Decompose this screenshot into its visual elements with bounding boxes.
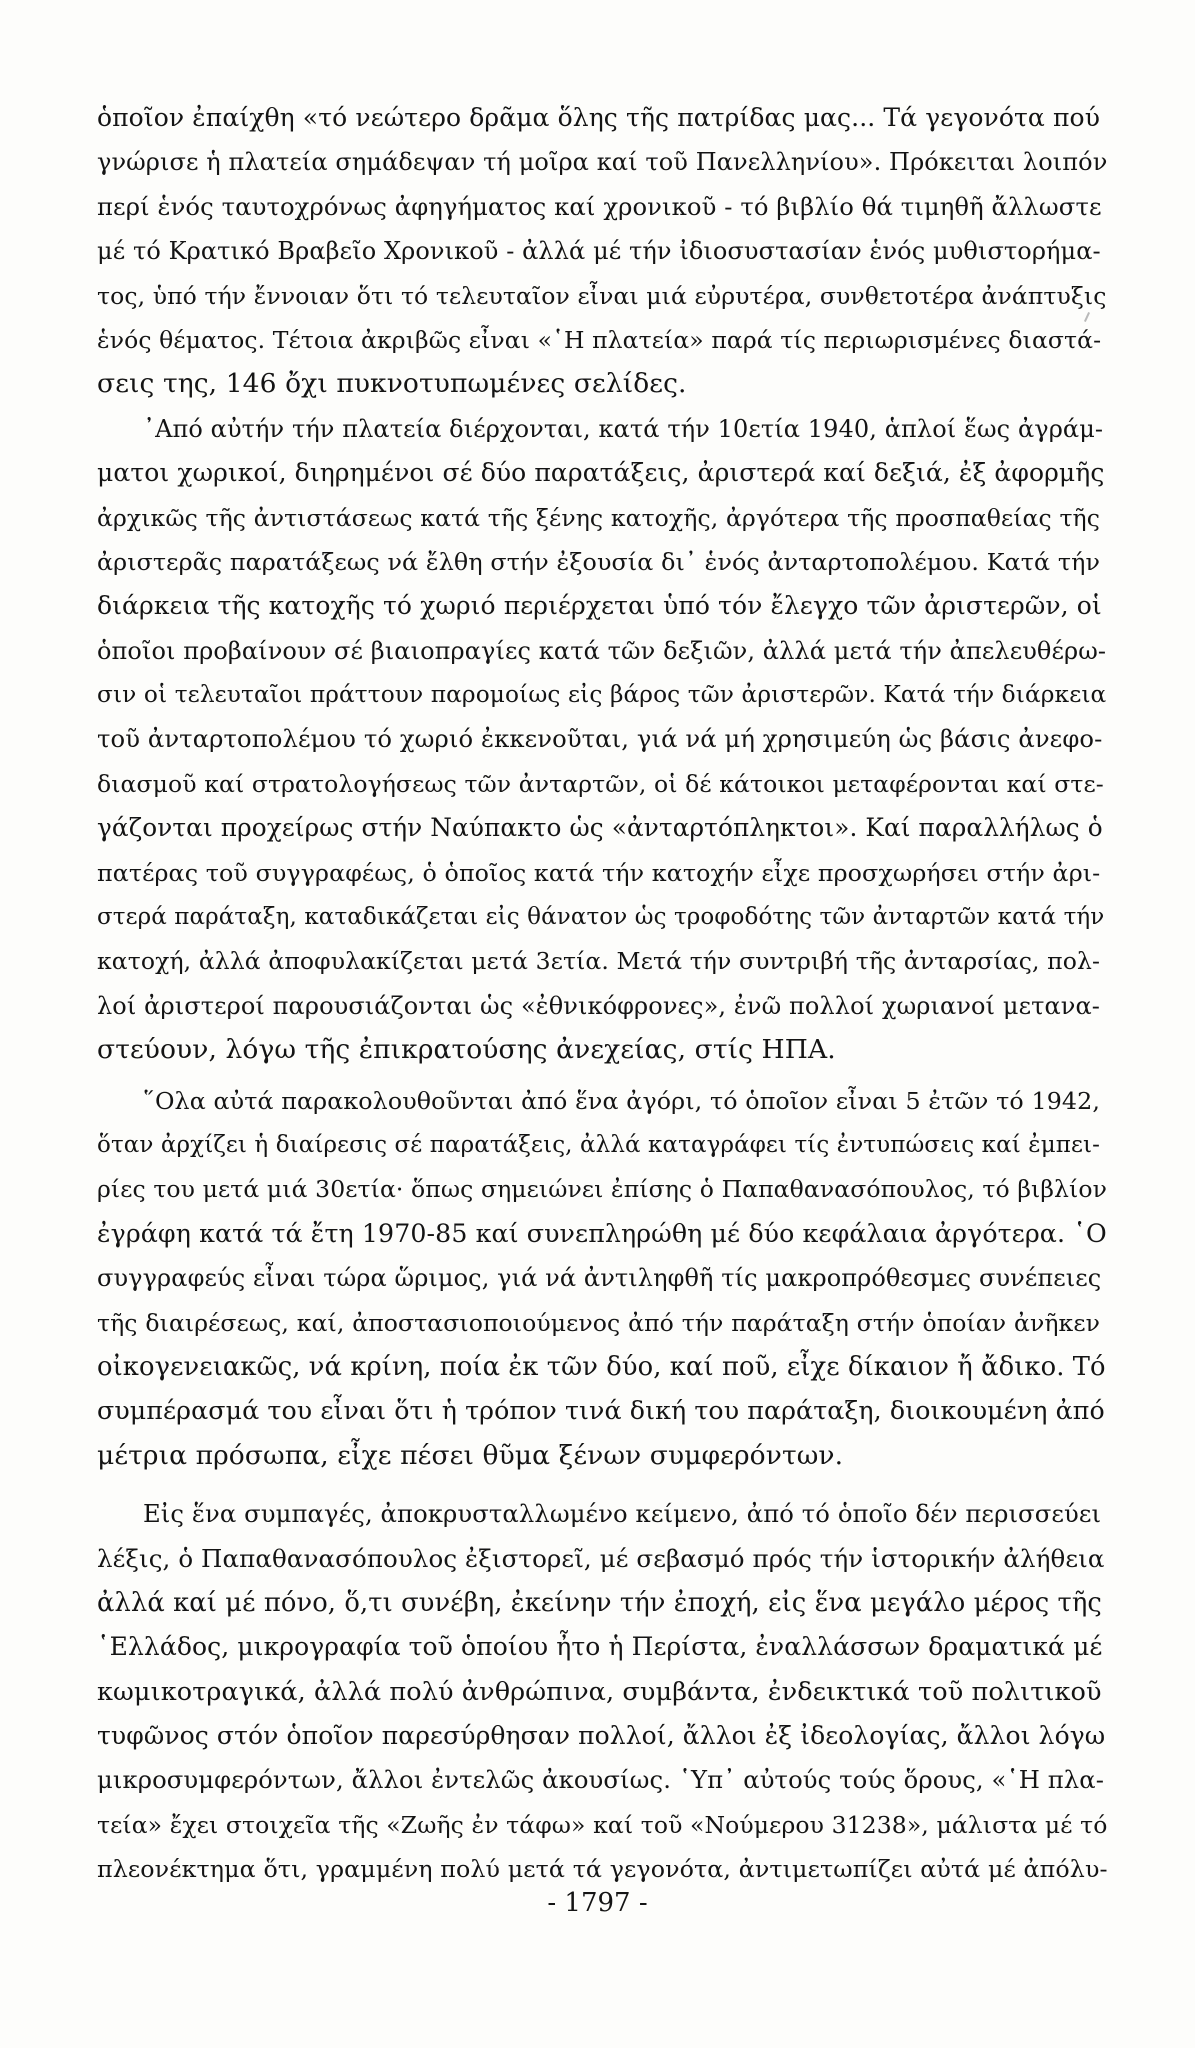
- text-line: ἀριστερᾶς παρατάξεως νά ἔλθη στήν ἐξουσία δι᾿ ἑνός ἀνταρτοπολέμου. Κατά τήν: [97, 547, 1100, 576]
- text-line: πατέρας τοῦ συγγραφέως, ὁ ὁποῖος κατά τήν κατοχήν εἶχε προσχωρήσει στήν ἀρι-: [97, 858, 1101, 887]
- text-line: ἐγράφη κατά τά ἔτη 1970-85 καί συνεπληρώθη μέ δύο κεφάλαια ἀργότερα. ῾Ο: [97, 1218, 1107, 1248]
- text-line: κατοχή, ἀλλά ἀποφυλακίζεται μετά 3ετία. Μετά τήν συντριβή τῆς ἀνταρσίας, πολ-: [97, 947, 1100, 976]
- text-line: μέ τό Κρατικό Βραβεῖο Χρονικοῦ - ἀλλά μέ τήν ἰδιοσυστασίαν ἑνός μυθιστορήμα-: [97, 237, 1101, 266]
- text-line: πλεονέκτημα ὅτι, γραμμένη πολύ μετά τά γεγονότα, ἀντιμετωπίζει αὐτά μέ ἀπόλυ-: [97, 1855, 1108, 1884]
- text-line: οἰκογενειακῶς, νά κρίνη, ποία ἐκ τῶν δύο, καί ποῦ, εἶχε δίκαιον ἤ ἄδικο. Τό: [97, 1351, 1106, 1382]
- paragraph-3: [97, 1079, 1107, 1479]
- text-line: τῆς διαιρέσεως, καί, ἀποστασιοποιούμενος ἀπό τήν παράταξη στήν ὁποίαν ἀνῆκεν: [97, 1308, 1100, 1337]
- text-line: γνώρισε ἡ πλατεία σημάδεψαν τή μοῖρα καί τοῦ Πανελληνίου». Πρόκειται λοιπόν: [97, 148, 1108, 177]
- text-line: λέξις, ὁ Παπαθανασόπουλος ἐξιστορεῖ, μέ σεβασμό πρός τήν ἱστορικήν ἀλήθεια: [97, 1543, 1105, 1573]
- text-line: τοῦ ἀνταρτοπολέμου τό χωριό ἐκκενοῦται, γιά νά μή χρησιμεύη ὡς βάσις ἀνεφο-: [97, 724, 1103, 754]
- text-line: ᾿Από αὐτήν τήν πλατεία διέρχονται, κατά τήν 10ετία 1940, ἁπλοί ἕως ἀγράμ-: [143, 414, 1104, 443]
- text-line: σιν οἱ τελευταῖοι πράττουν παρομοίως εἰς βάρος τῶν ἀριστερῶν. Κατά τήν διάρκεια: [97, 681, 1107, 709]
- text-line: περί ἑνός ταυτοχρόνως ἀφηγήματος καί χρονικοῦ - τό βιβλίο θά τιμηθῆ ἄλλωστε: [97, 191, 1102, 221]
- text-line: μέτρια πρόσωπα, εἶχε πέσει θῦμα ξένων συμφερόντων.: [97, 1439, 844, 1471]
- body-text: [97, 96, 1108, 1892]
- text-line: σεις της, 146 ὄχι πυκνοτυπωμένες σελίδες.: [97, 368, 687, 400]
- text-line: κωμικοτραγικά, ἀλλά πολύ ἀνθρώπινα, συμβάντα, ἐνδεικτικά τοῦ πολιτικοῦ: [97, 1676, 1102, 1707]
- paragraph-4: [97, 1492, 1108, 1892]
- text-line: ἑνός θέματος. Τέτοια ἀκριβῶς εἶναι «῾Η πλατεία» παρά τίς περιωρισμένες διαστά-: [97, 325, 1102, 354]
- text-line: γάζονται προχείρως στήν Ναύπακτο ὡς «ἀνταρτόπληκτοι». Καί παραλλήλως ὁ: [97, 813, 1103, 843]
- text-line: στεύουν, λόγω τῆς ἐπικρατούσης ἀνεχείας, στίς ΗΠΑ.: [97, 1034, 836, 1066]
- text-line: ματοι χωρικοί, διηρημένοι σέ δύο παρατάξεις, ἀριστερά καί δεξιά, ἐξ ἀφορμῆς: [97, 458, 1105, 488]
- text-line: μικροσυμφερόντων, ἄλλοι ἐντελῶς ἀκουσίως. ῾Υπ᾿ αὐτούς τούς ὅρους, «῾Η πλα-: [97, 1765, 1105, 1795]
- text-line: ἀλλά καί μέ πόνο, ὅ,τι συνέβη, ἐκείνην τήν ἐποχή, εἰς ἕνα μεγάλο μέρος τῆς: [97, 1587, 1102, 1618]
- paragraph-2: [97, 407, 1107, 1073]
- text-line: στερά παράταξη, καταδικάζεται εἰς θάνατον ὡς τροφοδότης τῶν ἀνταρτῶν κατά τήν: [97, 904, 1105, 931]
- text-line: τυφῶνος στόν ὁποῖον παρεσύρθησαν πολλοί, ἄλλοι ἐξ ἰδεολογίας, ἄλλοι λόγω: [97, 1721, 1106, 1751]
- text-line: ὁποῖον ἐπαίχθη «τό νεώτερο δρᾶμα ὅλης τῆς πατρίδας μας... Τά γεγονότα πού: [97, 103, 1100, 132]
- text-line: διάρκεια τῆς κατοχῆς τό χωριό περιέρχεται ὑπό τόν ἔλεγχο τῶν ἀριστερῶν, οἱ: [97, 591, 1102, 621]
- text-line: λοί ἀριστεροί παρουσιάζονται ὡς «ἐθνικόφρονες», ἐνῶ πολλοί χωριανοί μετανα-: [97, 991, 1100, 1020]
- text-line: ὁποῖοι προβαίνουν σέ βιαιοπραγίες κατά τῶν δεξιῶν, ἀλλά μετά τήν ἀπελευθέρω-: [97, 636, 1107, 665]
- text-line: συμπέρασμά του εἶναι ὅτι ἡ τρόπον τινά δική του παράταξη, διοικουμένη ἀπό: [97, 1396, 1105, 1426]
- text-line: συγγραφεύς εἶναι τώρα ὥριμος, γιά νά ἀντιληφθῆ τίς μακροπρόθεσμες συνέπειες: [97, 1264, 1102, 1293]
- text-line: διασμοῦ καί στρατολογήσεως τῶν ἀνταρτῶν, οἱ δέ κάτοικοι μεταφέρονται καί στε-: [97, 769, 1104, 798]
- text-line: ρίες του μετά μιά 30ετία· ὅπως σημειώνει ἐπίσης ὁ Παπαθανασόπουλος, τό βιβλίον: [97, 1175, 1107, 1204]
- text-line: Εἰς ἕνα συμπαγές, ἀποκρυσταλλωμένο κείμενο, ἀπό τό ὁποῖο δέν περισσεύει: [143, 1499, 1102, 1529]
- text-line: ἀρχικῶς τῆς ἀντιστάσεως κατά τῆς ξένης κατοχῆς, ἀργότερα τῆς προσπαθείας τῆς: [97, 503, 1100, 532]
- text-line: ὅταν ἀρχίζει ἡ διαίρεσις σέ παρατάξεις, ἀλλά καταγράφει τίς ἐντυπώσεις καί ἐμπει-: [97, 1131, 1100, 1158]
- text-line: ῾Ελλάδος, μικρογραφία τοῦ ὁποίου ἦτο ἡ Περίστα, ἐναλλάσσων δραματικά μέ: [97, 1632, 1103, 1662]
- text-line: τος, ὑπό τήν ἔννοιαν ὅτι τό τελευταῖον εἶναι μιά εὐρυτέρα, συνθετοτέρα ἀνάπτυξις: [97, 281, 1107, 310]
- page-number: - 1797 -: [547, 1888, 648, 1918]
- text-line: τεία» ἔχει στοιχεῖα τῆς «Ζωῆς ἐν τάφω» καί τοῦ «Νούμερου 31238», μάλιστα μέ τό: [97, 1810, 1108, 1839]
- paragraph-gap: [97, 1478, 1100, 1492]
- text-line: ῞Ολα αὐτά παρακολουθοῦνται ἀπό ἕνα ἀγόρι, τό ὁποῖον εἶναι 5 ἐτῶν τό 1942,: [143, 1086, 1100, 1115]
- paragraph-1: [97, 96, 1108, 407]
